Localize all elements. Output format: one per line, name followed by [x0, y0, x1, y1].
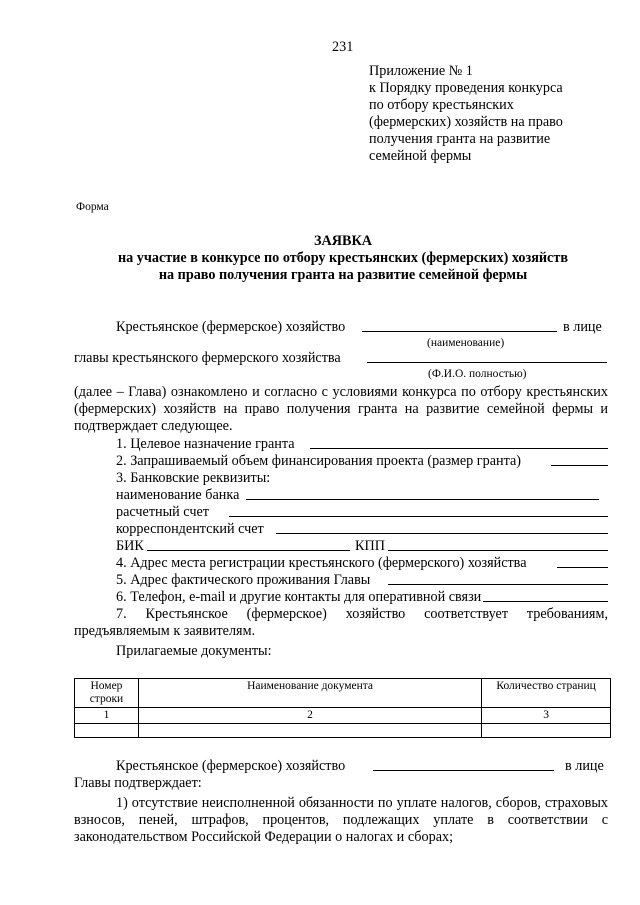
intro-text: в лице: [563, 319, 602, 335]
attached-docs-label: Прилагаемые документы:: [116, 643, 272, 659]
item-label: наименование банка: [116, 487, 240, 503]
grant-purpose-field[interactable]: [310, 448, 608, 449]
item-label: 4. Адрес места регистрации крестьянского (фермерского) хозяйства: [116, 555, 527, 571]
table-cell: 2: [138, 708, 481, 724]
table-cell[interactable]: [482, 724, 611, 738]
table-header: Номер строки: [75, 679, 139, 708]
intro-paragraph: (далее – Глава) ознакомлено и согласно с условиями конкурса по отбору крестьянских (фермерских) хозяйств на право получения гранта на развитие семейной фермы и подтверждает следующее.: [74, 384, 608, 434]
kpp-field[interactable]: [388, 550, 608, 551]
corr-account-field[interactable]: [276, 533, 608, 534]
item-label: БИК: [116, 538, 144, 554]
item-label: КПП: [355, 538, 385, 554]
table-header-row: [75, 679, 611, 708]
table-row: [75, 724, 611, 738]
table-header: Наименование документа: [138, 679, 481, 708]
farm-name-field-2[interactable]: [373, 770, 554, 771]
confirm-point: 1) отсутствие неисполненной обязанности по уплате налогов, сборов, страховых взносов, пеней, штрафов, процентов, подлежащих уплате в соответствии с законодательством Российской Федерации о налогах и сборах;: [74, 795, 608, 845]
table-row: [75, 708, 611, 724]
item-label: 1. Целевое назначение гранта: [116, 436, 295, 452]
appendix-line: семейной фермы: [369, 148, 472, 164]
item-label: корреспондентский счет: [116, 521, 264, 537]
item-label: 2. Запрашиваемый объем финансирования проекта (размер гранта): [116, 453, 521, 469]
head-name-field[interactable]: [367, 362, 607, 363]
table-cell: 3: [482, 708, 611, 724]
document-subtitle: на участие в конкурсе по отбору крестьянских (фермерских) хозяйств: [117, 250, 568, 266]
form-label: Форма: [76, 201, 109, 213]
page-number: 231: [332, 39, 354, 55]
field-hint: (Ф.И.О. полностью): [428, 368, 527, 380]
contacts-field[interactable]: [483, 601, 608, 602]
farm-name-field[interactable]: [362, 331, 557, 332]
item-label: 6. Телефон, e-mail и другие контакты для оперативной связи: [116, 589, 482, 605]
field-hint: (наименование): [427, 337, 505, 349]
documents-table: [74, 678, 611, 738]
table-cell: 1: [75, 708, 139, 724]
grant-amount-field[interactable]: [551, 465, 608, 466]
document-title: ЗАЯВКА: [314, 233, 372, 249]
appendix-line: к Порядку проведения конкурса: [369, 80, 563, 96]
confirm-text: Главы подтверждает:: [74, 775, 202, 791]
item-label: 5. Адрес фактического проживания Главы: [116, 572, 371, 588]
appendix-line: получения гранта на развитие: [369, 131, 551, 147]
table-cell[interactable]: [138, 724, 481, 738]
appendix-line: (фермерских) хозяйств на право: [369, 114, 563, 130]
intro-text: главы крестьянского фермерского хозяйства: [74, 350, 341, 366]
confirm-text: в лице: [565, 758, 604, 774]
bik-field[interactable]: [147, 550, 350, 551]
table-cell[interactable]: [75, 724, 139, 738]
appendix-line: по отбору крестьянских: [369, 97, 514, 113]
intro-text: Крестьянское (фермерское) хозяйство: [116, 319, 346, 335]
registration-address-field[interactable]: [557, 567, 608, 568]
item-paragraph: 7. Крестьянское (фермерское) хозяйство соответствует требованиям, предъявляемым к заявителям.: [74, 606, 608, 639]
item-label: расчетный счет: [116, 504, 209, 520]
item-label: 3. Банковские реквизиты:: [116, 470, 271, 486]
confirm-text: Крестьянское (фермерское) хозяйство: [116, 758, 346, 774]
account-field[interactable]: [229, 516, 608, 517]
bank-name-field[interactable]: [246, 499, 599, 500]
residence-address-field[interactable]: [388, 584, 608, 585]
appendix-line: Приложение № 1: [369, 63, 473, 79]
document-subtitle: на право получения гранта на развитие семейной фермы: [158, 267, 528, 283]
table-header: Количество страниц: [482, 679, 611, 708]
